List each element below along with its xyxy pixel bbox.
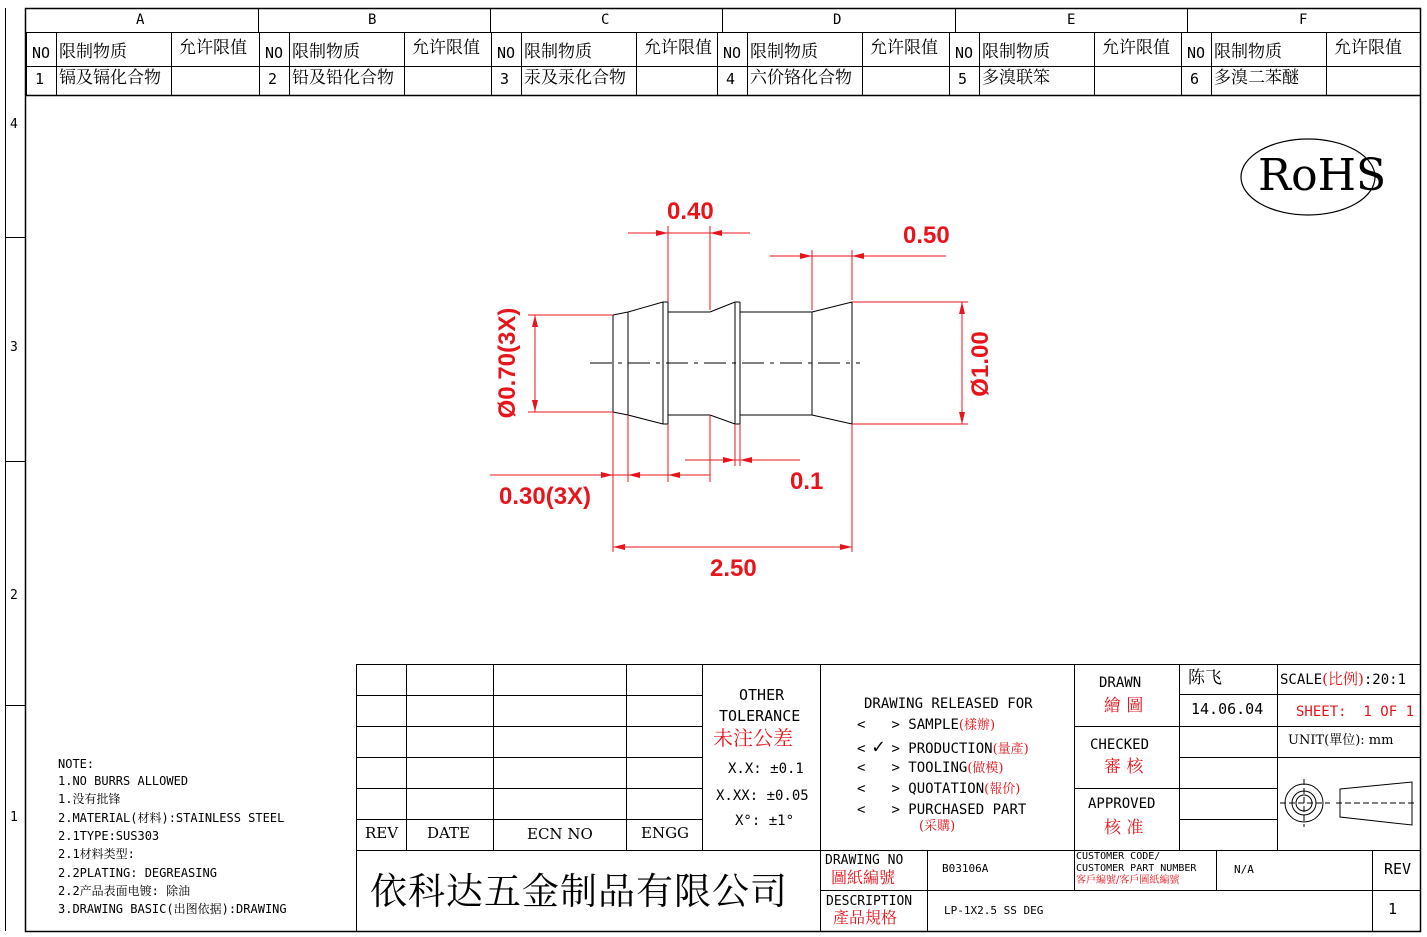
table-header-limit: 允许限值	[179, 38, 247, 58]
substance-no: 1	[35, 70, 45, 88]
zone-row-label: 4	[10, 117, 18, 132]
table-header-substance: 限制物质	[524, 42, 592, 62]
rev-header: REV	[365, 824, 399, 842]
scale-row	[1280, 672, 1406, 687]
note-line: 2.1材料类型:	[58, 847, 135, 862]
table-header-no: NO	[32, 44, 51, 62]
release-bracket-left: <	[857, 780, 866, 797]
table-header-substance: 限制物质	[292, 42, 360, 62]
substance-name: 铅及铅化合物	[292, 68, 394, 88]
release-bracket-left: <	[857, 802, 866, 819]
approved-label-cn: 核 准	[1104, 818, 1144, 838]
sheet-info: SHEET: 1 OF 1	[1296, 704, 1415, 720]
release-label: QUOTATION	[908, 780, 985, 797]
table-header-no: NO	[955, 44, 974, 62]
release-item	[857, 782, 1020, 796]
release-item	[857, 761, 1003, 775]
table-header-no: NO	[497, 44, 516, 62]
projection-symbol-icon	[1280, 779, 1416, 827]
ecn-header: ECN NO	[527, 825, 593, 843]
customer-value: N/A	[1234, 863, 1254, 876]
release-label: TOOLING	[908, 759, 968, 776]
tolerance-title-1: OTHER	[739, 686, 785, 704]
release-item	[857, 802, 1027, 835]
drawing-no-value: B03106A	[942, 862, 989, 875]
release-label: PRODUCTION	[908, 741, 993, 758]
zone-column-label: F	[1299, 12, 1308, 28]
drawing-no-label-cn: 圖紙編號	[831, 868, 896, 887]
substance-no: 2	[268, 70, 278, 88]
release-item	[857, 718, 995, 732]
release-label-cn: (采購)	[919, 819, 956, 835]
description-label-cn: 產品規格	[833, 908, 898, 927]
zone-column-label: A	[136, 12, 145, 28]
release-bracket-right: >	[891, 741, 909, 758]
release-checkbox[interactable]: ✓	[872, 734, 885, 759]
approved-label: APPROVED	[1088, 796, 1156, 812]
checked-label-cn: 審 核	[1104, 757, 1144, 777]
release-bracket-left: <	[857, 759, 866, 776]
dim-040: 0.40	[667, 198, 714, 225]
release-label-cn: (做模)	[967, 760, 1004, 776]
table-header-no: NO	[265, 44, 284, 62]
checked-label: CHECKED	[1090, 737, 1150, 753]
substance-name: 镉及镉化合物	[59, 68, 161, 88]
note-line: 1.没有批锋	[58, 792, 121, 807]
table-header-no: NO	[1187, 44, 1206, 62]
description-value: LP-1X2.5 SS DEG	[944, 904, 1044, 917]
note-line: 2.2产品表面电镀: 除油	[58, 883, 191, 898]
table-header-no: NO	[723, 44, 742, 62]
drawing-no-label: DRAWING NO	[825, 853, 904, 868]
substance-name: 汞及汞化合物	[524, 68, 626, 88]
tolerance-xxx: X.XX: ±0.05	[716, 788, 809, 804]
rohs-mark: RoHS	[1258, 150, 1387, 201]
dim-250: 2.50	[710, 555, 757, 582]
drawn-name: 陈飞	[1188, 668, 1222, 688]
part-outline	[590, 302, 860, 424]
note-line: 3.DRAWING BASIC(出图依据):DRAWING	[58, 902, 287, 917]
substance-no: 6	[1190, 70, 1200, 88]
substance-name: 六价铬化合物	[750, 68, 852, 88]
release-label-cn: (樣辦)	[958, 718, 996, 733]
zone-row-label: 2	[10, 588, 18, 603]
release-bracket-left: <	[857, 741, 866, 758]
scale-value: :20:1	[1363, 672, 1407, 688]
substance-no: 5	[958, 70, 968, 88]
note-line: 2.MATERIAL(材料):STAINLESS STEEL	[58, 810, 285, 825]
table-header-limit: 允许限值	[870, 38, 938, 58]
release-label-cn: (量產)	[992, 742, 1029, 758]
table-header-substance: 限制物质	[750, 42, 818, 62]
zone-column-label: E	[1067, 12, 1076, 28]
release-bracket-right: >	[891, 780, 909, 797]
customer-label-cn: 客戶編號/客戶圖紙編號	[1076, 875, 1180, 886]
release-bracket-right: >	[891, 802, 909, 819]
tolerance-title-cn: 未注公差	[713, 726, 793, 750]
tolerance-title-2: TOLERANCE	[719, 707, 801, 725]
dim-01: 0.1	[790, 468, 824, 495]
table-header-limit: 允许限值	[1102, 38, 1170, 58]
zone-row-label: 3	[10, 340, 18, 355]
drawn-label: DRAWN	[1099, 675, 1142, 691]
release-bracket-right: >	[891, 759, 909, 776]
scale-label: SCALE	[1280, 672, 1323, 688]
zone-column-label: B	[368, 12, 377, 28]
substance-name: 多溴二苯醚	[1214, 68, 1299, 88]
notes-title: NOTE:	[58, 757, 95, 771]
rev-block-value: 1	[1388, 900, 1398, 918]
engg-header: ENGG	[641, 824, 690, 842]
note-line: 1.NO BURRS ALLOWED	[58, 774, 189, 788]
release-item	[857, 734, 1029, 759]
dim-dia-070: Ø0.70(3X)	[494, 307, 521, 419]
release-bracket-right: >	[891, 717, 909, 733]
rev-block-label: REV	[1384, 860, 1412, 878]
unit-label: UNIT(單位): mm	[1288, 733, 1394, 748]
note-line: 2.2PLATING: DEGREASING	[58, 865, 217, 880]
zone-column-label: C	[601, 12, 610, 28]
zone-row-label: 1	[10, 810, 18, 825]
dim-030: 0.30(3X)	[499, 483, 592, 510]
company-name: 依科达五金制品有限公司	[370, 870, 788, 913]
tolerance-xx: X.X: ±0.1	[728, 761, 804, 777]
substance-name: 多溴联笨	[982, 68, 1050, 88]
drawn-label-cn: 繪 圖	[1104, 696, 1144, 716]
table-header-substance: 限制物质	[982, 42, 1050, 62]
table-header-substance: 限制物质	[1214, 42, 1282, 62]
release-label: PURCHASED PART	[908, 802, 1027, 819]
scale-label-cn: (比例)	[1322, 670, 1364, 688]
substance-no: 3	[500, 70, 510, 88]
drawn-date: 14.06.04	[1191, 700, 1264, 718]
release-title: DRAWING RELEASED FOR	[864, 696, 1033, 712]
note-line: 2.1TYPE:SUS303	[58, 828, 160, 843]
table-header-limit: 允许限值	[1334, 38, 1402, 58]
dim-050: 0.50	[903, 222, 950, 249]
release-label-cn: (報价)	[984, 781, 1021, 797]
date-header: DATE	[427, 824, 470, 842]
customer-label-1: CUSTOMER CODE/	[1076, 851, 1161, 862]
release-label: SAMPLE	[908, 717, 959, 733]
release-bracket-left: <	[857, 717, 866, 733]
table-header-substance: 限制物质	[59, 42, 127, 62]
tolerance-angle: X°: ±1°	[735, 813, 795, 829]
customer-label-2: CUSTOMER PART NUMBER	[1076, 863, 1197, 874]
description-label: DESCRIPTION	[826, 894, 913, 909]
substance-no: 4	[726, 70, 736, 88]
zone-column-label: D	[833, 12, 842, 28]
table-header-limit: 允许限值	[644, 38, 712, 58]
dim-dia-100: Ø1.00	[967, 331, 994, 397]
table-header-limit: 允许限值	[412, 38, 480, 58]
